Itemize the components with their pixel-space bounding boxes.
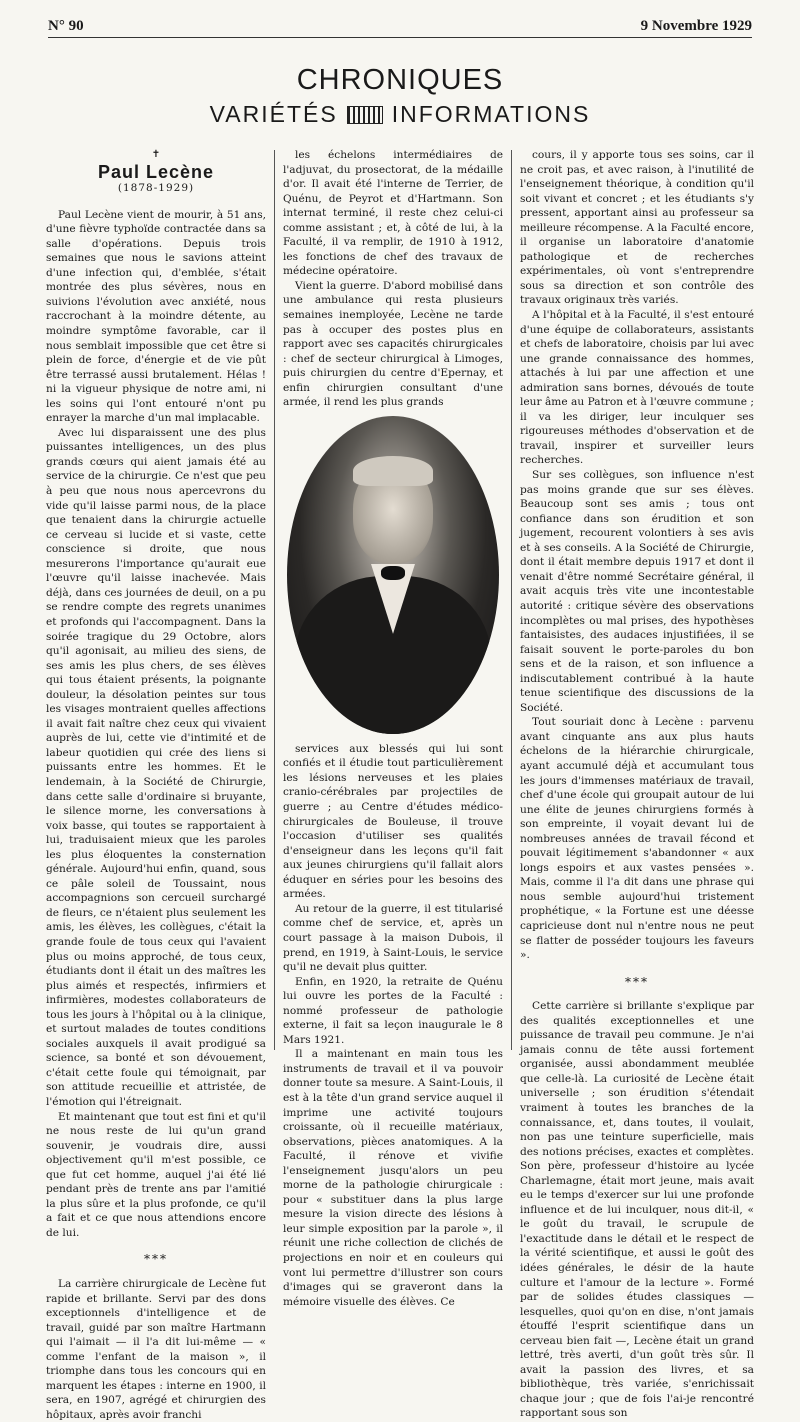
paragraph: services aux blessés qui lui sont confiés et il étudie tout particulièrement les lésions nerveuses et les plaies cranio-cérébrales par projectiles de guerre ; au Centre d'études médico-chirurgicales de Bouleuse, il trouve l'occasion d'utiliser ses qualités d'enseigneur dans les leçons qu'il fait aux jeunes chirurgiens qu'il fallait alors éduquer en séries pour les besoins des armées. — [283, 742, 503, 901]
paragraph: Avec lui disparaissent une des plus puissantes intelligences, un des plus grands cœurs qui aient jamais été au service de la chirurgie. Ce n'est que peu à peu que nous nous apercevrons du vide qu'il laisse parmi nous, de la place que tenaient dans la chirurgie actuelle ce cerveau si lucide et si vaste, cette conscience si droite, que nous mesurerons l'importance qu'aurait eue l'œuvre qu'il laisse inachevée. Mais déjà, dans ces journées de deuil, on a pu se rendre compte des regrets unanimes et profonds qui l'accompagnent. Dans la soirée tragique du 29 Octobre, alors qu'il agonisait, au milieu des siens, de ses amis les plus chers, de ses élèves qui tous étaient présents, la poignante douleur, la désolation peintes sur tous les visages montraient quelles affections il avait fait naître chez ceux qui vivaient auprès de lui, cette vie d'intimité et de labeur quotidien qui crée des liens si puissants entre les hommes. Et le lendemain, à la Société de Chirurgie, dans cette salle d'ordinaire si bruyante, le silence morne, les conversations à voix basse, qui toutes se rapportaient à lui, traduisaient mieux que les paroles les plus éloquentes la consternation générale. Aujourd'hui enfin, quand, sous ce pâle soleil de Toussaint, nous accompagnions son cercueil surchargé de fleurs, ce n'étaient plus seulement les amis, les élèves, les collègues, c'était la grande foule de tous ceux qui l'avaient plus ou moins approché, de tous ceux, étudiants dont il était un des maîtres les plus aimés et respectés, infirmiers et infirmières, modestes collaborateurs de tous les jours à l'hôpital ou à la clinique, et surtout malades de toutes conditions sociales auxquels il avait prodigué sa science, sa bonté et son dévouement, c'était cette foule qui témoignait, par son attitude recueillie et attristée, de l'émotion qui l'étreignait. — [46, 426, 266, 1108]
subtitle-right: INFORMATIONS — [391, 101, 591, 127]
column-2 — [283, 148, 503, 1309]
portrait-photo — [287, 416, 499, 734]
paragraph: les échelons intermédiaires de l'adjuvat, du prosectorat, de la médaille d'or. Il avait été l'interne de Terrier, de Quénu, de Peyrot et d'Hartmann. Son internat terminé, il reste chez celui-ci comme assistant ; et, à côté de lui, à la Faculté, il va remplir, de 1910 à 1912, les fonctions de chef des travaux de médecine opératoire. — [283, 149, 503, 278]
paragraph: cours, il y apporte tous ses soins, car il ne croit pas, et avec raison, à l'inutilité de l'enseignement théorique, à condition qu'il soit vivant et concret ; et les étudiants s'y pressent, apportant ainsi au professeur sa meilleure récompense. A la Faculté encore, il organise un laboratoire d'anatomie pathologique et de recherches expérimentales, où vont s'entreprendre sous sa direction et son contrôle des travaux originaux très variés. — [520, 149, 754, 307]
section-separator: *** — [144, 1252, 168, 1267]
paragraph: Sur ses collègues, son influence n'est pas moins grande que sur ses élèves. Beaucoup sont ses amis ; tous ont confiance dans son érudition et son jugement, recourent volontiers à ses avis et à ses conseils. A la Société de Chirurgie, dont il était membre depuis 1917 et dont il venait d'être nommé Secrétaire général, il avait acquis très vite une incontestable autorité : critique sévère des observations incomplètes ou mal prises, des hypothèses fantaisistes, des audaces injustifiées, il se faisait souvent le porte-paroles du bon sens et de la raison, et son influence a indiscutablement contribué à la haute tenue scientifique des discussions de la Société. — [520, 469, 754, 714]
column-3 — [520, 148, 754, 1421]
article-title: Paul Lecène — [97, 161, 215, 182]
paragraph: Au retour de la guerre, il est titularisé comme chef de service, et, après un court passage à la maison Dubois, il prend, en 1919, à Saint-Louis, le service qu'il ne devait plus quitter. — [283, 902, 503, 974]
paragraph: Tout souriait donc à Lecène : parvenu avant cinquante ans aux plus hauts échelons de la hiérarchie chirurgicale, ayant accumulé déjà et accumulant tous les jours d'immenses matériaux de travail, chef d'une école qui groupait autour de lui une élite de jeunes chirurgiens formés à son empreinte, il voyait devant lui de nombreuses années de travail fécond et pouvait légitimement s'abandonner « aux longs espoirs et aux vastes pensées ». Mais, comme il l'a dit dans une phrase qui nous semble aujourd'hui tristement prophétique, « la Fortune est une déesse capricieuse dont nul n'entre nous ne peut se flatter de posséder toujours les faveurs ». — [520, 716, 754, 962]
portrait-bowtie — [381, 566, 405, 580]
portrait-hair — [353, 456, 433, 486]
paragraph: A l'hôpital et à la Faculté, il s'est entouré d'une équipe de collaborateurs, assistants et chefs de laboratoire, choisis par lui avec une grande connaissance des hommes, attachés à lui par une affection et une admiration sans bornes, dévoués de toute leur âme au Patron et à l'œuvre commune ; il va les diriger, leur inculquer ses rigoureuses méthodes d'observation et de travail, inspirer et surveiller leurs recherches. — [520, 309, 754, 467]
ornament-icon — [347, 106, 383, 124]
section-separator: *** — [625, 974, 649, 989]
cross-icon: ✝ — [151, 149, 161, 160]
column-divider — [511, 150, 512, 1050]
paragraph: Enfin, en 1920, la retraite de Quénu lui ouvre les portes de la Faculté : nommé professeur de pathologie externe, il fait sa leçon inaugurale le 8 Mars 1921. — [283, 975, 503, 1046]
paragraph: Il a maintenant en main tous les instruments de travail et il va pouvoir donner toute sa mesure. A Saint-Louis, il est à la tête d'un grand service auquel il imprime une activité toujours croissante, où il recueille matériaux, observations, pièces anatomiques. A la Faculté, il rénove et vivifie l'enseignement jusqu'alors un peu morne de la pathologie chirurgicale : pour « substituer dans la plus large mesure la vision directe des lésions à leur simple exposition par la parole », il réunit une riche collection de clichés de projections en noir et en couleurs qui vont lui permettre d'illustrer son cours d'images qui se graveront dans la mémoire visuelle des élèves. Ce — [283, 1048, 503, 1308]
header-rule — [48, 37, 752, 38]
paragraph: Vient la guerre. D'abord mobilisé dans une ambulance qui resta plusieurs semaines inemployée, Lecène ne tarde pas à occuper des postes plus en rapport avec ses capacités chirurgicales : chef de secteur chirurgical à Limoges, puis chirurgien du centre d'Epernay, et enfin chirurgien consultant d'une armée, il rend les plus grands — [283, 279, 503, 409]
issue-date: 9 Novembre 1929 — [640, 18, 752, 34]
article-dates: (1878-1929) — [117, 182, 195, 195]
paragraph: Cette carrière si brillante s'explique par des qualités exceptionnelles et une puissance de travail peu commune. Je n'ai jamais connu de tête aussi fortement organisée, aussi abondamment meublée que celle-là. La curiosité de Lecène était universelle ; son érudition s'étendait vraiment à toutes les branches de la connaissance, et, dans toutes, il voulait, non pas une teinture superficielle, mais des notions précises, exactes et complètes. Son père, professeur d'histoire au lycée Charlemagne, était mort jeune, mais avait eu le temps d'exercer sur lui une profonde influence et de lui inculquer, nous dit-il, « le goût du travail, le scrupule de l'exactitude dans le détail et le respect de la vérité scientifique, et aussi le goût des idées générales, le désir de la haute culture et l'amour de la lecture ». Formé par de solides études classiques — lesquelles, quoi qu'on en dise, n'ont jamais étouffé l'esprit scientifique dans un cerveau bien fait —, Lecène était un grand lettré, très averti, d'un goût très sûr. Il avait la passion des livres, et sa bibliothèque, très variée, s'enrichissait chaque jour ; que de fois l'ai-je rencontré rapportant sous son — [520, 1000, 754, 1420]
paragraph: Et maintenant que tout est fini et qu'il ne nous reste de lui qu'un grand souvenir, je voudrais dire, aussi objectivement qu'il m'est possible, ce que fut cet homme, auquel j'ai été lié pendant près de trente ans par l'amitié la plus sûre et la plus profonde, ce qu'il a fait et ce que nous attendions encore de lui. — [46, 1110, 266, 1239]
issue-number: N° 90 — [48, 18, 84, 34]
running-header — [48, 18, 752, 35]
paragraph: Paul Lecène vient de mourir, à 51 ans, d'une fièvre typhoïde contractée dans sa salle d'opérations. Depuis trois semaines que nous le savions atteint d'une infection qui, d'emblée, s'était montrée des plus sévères, nous en suivions l'évolution avec anxiété, nous raccrochant à la moindre détente, au moindre symptôme favorable, car il nous semblait impossible que cet être si plein de force, d'énergie et de vie pût être terrassé aussi brutalement. Hélas ! ni la vigueur physique de notre ami, ni les soins qui l'ont entouré n'ont pu enrayer la marche d'un mal implacable. — [46, 208, 266, 425]
paragraph: La carrière chirurgicale de Lecène fut rapide et brillante. Servi par des dons exceptionnels d'intelligence et de travail, guidé par son maître Hartmann qui l'aimait — il l'a dit lui-même — « comme l'enfant de la maison », il triomphe dans tous les concours qui en marquent les étapes : interne en 1900, il sera, en 1907, agrégé et chirurgien des hôpitaux, après avoir franchi — [46, 1278, 266, 1421]
column-divider — [274, 150, 275, 1050]
section-heading — [0, 64, 800, 128]
section-title: CHRONIQUES — [296, 64, 504, 96]
subtitle-left: VARIÉTÉS — [209, 101, 338, 127]
section-subtitle — [0, 101, 800, 128]
column-1 — [46, 148, 266, 1422]
